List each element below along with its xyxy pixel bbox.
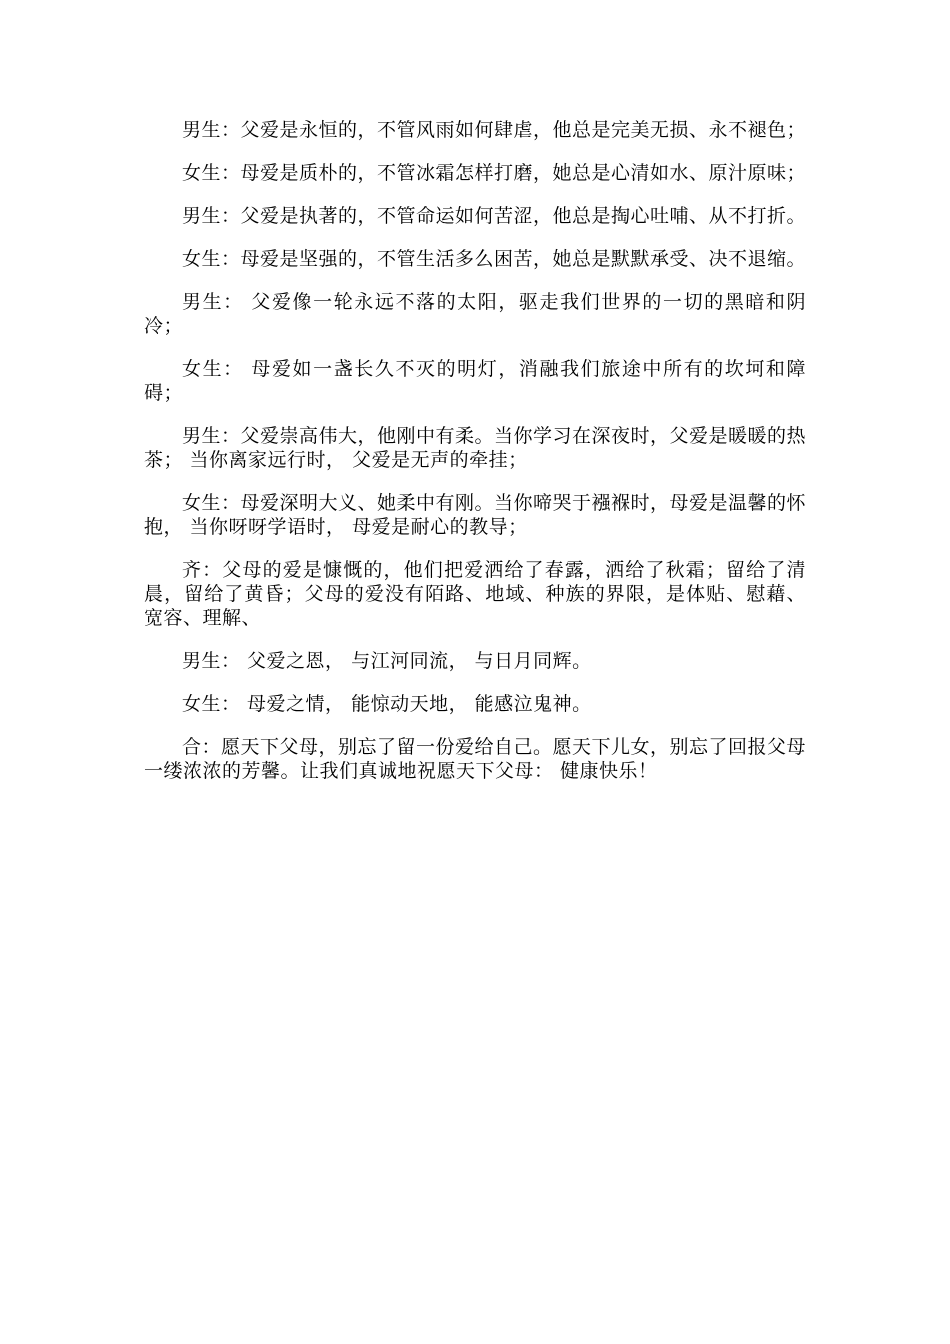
- paragraph: 男生：父爱是执著的，不管命运如何苦涩，他总是掏心吐哺、从不打折。: [182, 205, 807, 227]
- paragraph: 女生：母爱是坚强的，不管生活多么困苦，她总是默默承受、决不退缩。: [182, 248, 807, 270]
- paragraph: 男生： 父爱像一轮永远不落的太阳，驱走我们世界的一切的黑暗和阴冷；: [144, 291, 806, 337]
- paragraph: 男生：父爱是永恒的，不管风雨如何肆虐，他总是完美无损、永不褪色；: [182, 119, 807, 141]
- paragraph: 女生： 母爱之情， 能惊动天地， 能感泣鬼神。: [182, 693, 592, 715]
- paragraph: 男生：父爱崇高伟大，他刚中有柔。当你学习在深夜时，父爱是暖暖的热茶； 当你离家远行时， 父爱是无声的牵挂；: [144, 425, 807, 471]
- paragraph: 女生： 母爱如一盏长久不灭的明灯，消融我们旅途中所有的坎坷和障碍；: [144, 358, 806, 404]
- paragraph: 女生：母爱是质朴的，不管冰霜怎样打磨，她总是心清如水、原汁原味；: [182, 162, 807, 184]
- paragraph: 合：愿天下父母，别忘了留一份爱给自己。愿天下儿女，别忘了回报父母一缕浓浓的芳馨。让我们真诚地祝愿天下父母： 健康快乐！: [144, 736, 807, 782]
- paragraph: 男生： 父爱之恩， 与江河同流， 与日月同辉。: [182, 650, 592, 672]
- paragraph: 齐：父母的爱是慷慨的，他们把爱洒给了春露，洒给了秋霜；留给了清晨，留给了黄昏；父母的爱没有陌路、地域、种族的界限，是体贴、慰藉、宽容、理解、: [144, 559, 806, 629]
- paragraph: 女生：母爱深明大义、她柔中有刚。当你啼哭于襁褓时，母爱是温馨的怀抱， 当你呀呀学语时， 母爱是耐心的教导；: [144, 492, 807, 538]
- document-body: [144, 118, 806, 802]
